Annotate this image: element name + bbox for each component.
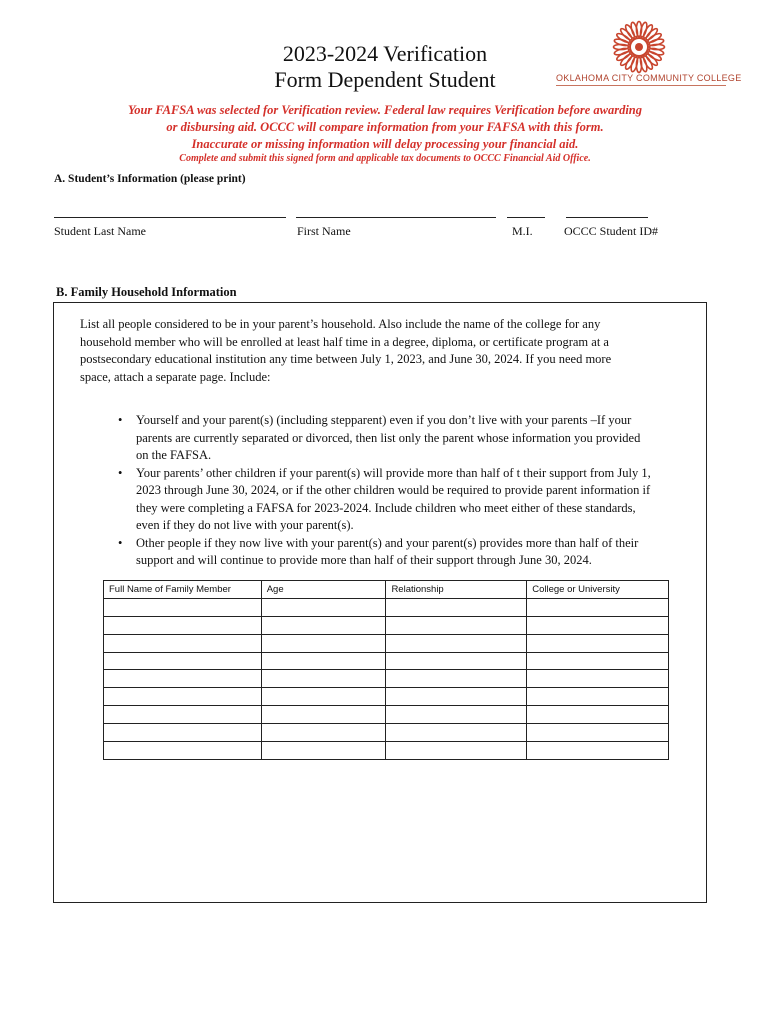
bullet-line: on the FAFSA.	[136, 448, 212, 462]
student-id-input[interactable]	[566, 217, 648, 218]
bullet-line: Your parents’ other children if your parent(s) will provide more than half of t their support from July 1,	[136, 465, 651, 480]
bullet-item	[118, 465, 698, 535]
age-cell[interactable]	[261, 670, 386, 688]
bullet-line: support and will continue to provide more than half of their support through June 30, 2024.	[136, 553, 592, 567]
include-list	[118, 412, 698, 570]
relationship-cell[interactable]	[386, 688, 527, 706]
table-row	[104, 616, 669, 634]
last-name-input[interactable]	[54, 217, 286, 218]
intro-line: household member who will be enrolled at least half time in a degree, diploma, or certificate program at a	[80, 334, 609, 349]
table-row	[104, 706, 669, 724]
relationship-cell[interactable]	[386, 742, 527, 760]
household-intro	[80, 316, 700, 386]
intro-line: postsecondary educational institution any time between July 1, 2023, and June 30, 2024. If you need more	[80, 352, 612, 366]
bullet-icon: •	[118, 413, 123, 427]
section-b-heading: B. Family Household Information	[56, 285, 237, 299]
bullet-item	[118, 412, 698, 465]
table-row	[104, 724, 669, 742]
bullet-line: Other people if they now live with your parent(s) and your parent(s) provides more than half of their	[136, 535, 639, 550]
sunburst-logo-icon	[612, 20, 666, 74]
table-row	[104, 634, 669, 652]
age-cell[interactable]	[261, 634, 386, 652]
table-row	[104, 742, 669, 760]
form-title-line2: Form Dependent Student	[274, 67, 496, 92]
name-cell[interactable]	[104, 616, 262, 634]
bullet-line: parents are currently separated or divorced, then list only the parent whose information you provided	[136, 430, 641, 445]
first-name-input[interactable]	[296, 217, 496, 218]
col-header-name: Full Name of Family Member	[104, 581, 262, 599]
bullet-line: 2023 through June 30, 2024, or if the other children would be required to provide parent information if	[136, 483, 651, 497]
college-cell[interactable]	[527, 598, 669, 616]
college-cell[interactable]	[527, 724, 669, 742]
relationship-cell[interactable]	[386, 598, 527, 616]
family-members-table	[103, 580, 669, 760]
student-id-label: OCCC Student ID#	[564, 224, 659, 238]
notice-line-4: Complete and submit this signed form and applicable tax documents to OCCC Financial Aid Office.	[179, 153, 591, 164]
mi-label: M.I.	[512, 224, 533, 238]
bullet-line: even if they do not live with your parent(s).	[136, 518, 354, 532]
section-a-heading: A. Student’s Information (please print)	[54, 173, 246, 185]
bullet-icon: •	[118, 535, 123, 550]
bullet-line: Yourself and your parent(s) (including stepparent) even if you don’t live with your parents –If your	[136, 413, 632, 427]
name-cell[interactable]	[104, 670, 262, 688]
age-cell[interactable]	[261, 652, 386, 670]
college-cell[interactable]	[527, 670, 669, 688]
college-cell[interactable]	[527, 706, 669, 724]
form-title-line1: 2023-2024 Verification	[282, 41, 488, 66]
intro-line: List all people considered to be in your parent’s household. Also include the name of the college for any	[80, 317, 601, 331]
age-cell[interactable]	[261, 706, 386, 724]
name-cell[interactable]	[104, 652, 262, 670]
college-name: OKLAHOMA CITY COMMUNITY COLLEGE	[556, 73, 742, 83]
logo-rule	[556, 85, 726, 86]
name-cell[interactable]	[104, 742, 262, 760]
table-row	[104, 652, 669, 670]
age-cell[interactable]	[261, 616, 386, 634]
first-name-label: First Name	[297, 224, 351, 238]
relationship-cell[interactable]	[386, 724, 527, 742]
notice-line-3: Inaccurate or missing information will delay processing your financial aid.	[191, 137, 579, 151]
age-cell[interactable]	[261, 598, 386, 616]
college-cell[interactable]	[527, 652, 669, 670]
col-header-age: Age	[261, 581, 386, 599]
college-cell[interactable]	[527, 742, 669, 760]
age-cell[interactable]	[261, 688, 386, 706]
relationship-cell[interactable]	[386, 616, 527, 634]
notice-line-1: Your FAFSA was selected for Verification review. Federal law requires Verification before awarding	[127, 103, 643, 117]
college-cell[interactable]	[527, 688, 669, 706]
relationship-cell[interactable]	[386, 706, 527, 724]
relationship-cell[interactable]	[386, 670, 527, 688]
name-cell[interactable]	[104, 598, 262, 616]
age-cell[interactable]	[261, 724, 386, 742]
notice-line-2: or disbursing aid. OCCC will compare information from your FAFSA with this form.	[166, 120, 604, 134]
col-header-relationship: Relationship	[386, 581, 527, 599]
mi-input[interactable]	[507, 217, 545, 218]
bullet-icon: •	[118, 465, 123, 480]
college-cell[interactable]	[527, 616, 669, 634]
bullet-item	[118, 535, 698, 570]
name-cell[interactable]	[104, 634, 262, 652]
bullet-line: they were completing a FAFSA for 2023-2024. Include children who meet either of these standards,	[136, 500, 636, 515]
name-cell[interactable]	[104, 706, 262, 724]
table-row	[104, 688, 669, 706]
relationship-cell[interactable]	[386, 652, 527, 670]
college-cell[interactable]	[527, 634, 669, 652]
intro-line: space, attach a separate page. Include:	[80, 369, 271, 384]
age-cell[interactable]	[261, 742, 386, 760]
name-cell[interactable]	[104, 724, 262, 742]
table-row	[104, 670, 669, 688]
table-row	[104, 598, 669, 616]
col-header-college: College or University	[527, 581, 669, 599]
name-cell[interactable]	[104, 688, 262, 706]
last-name-label: Student Last Name	[54, 224, 146, 238]
table-header-row	[104, 581, 669, 599]
relationship-cell[interactable]	[386, 634, 527, 652]
